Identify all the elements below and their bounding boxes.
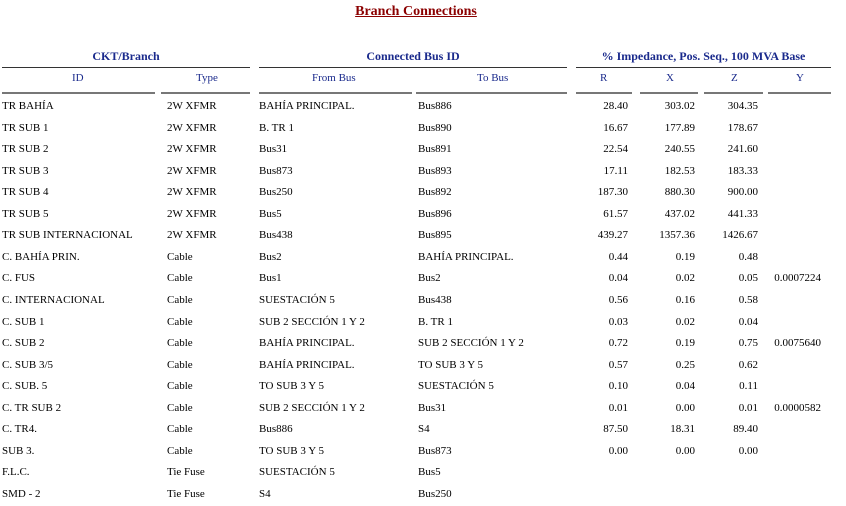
cell-from-bus: SUB 2 SECCIÓN 1 Y 2 bbox=[259, 316, 365, 328]
column-underline-z bbox=[704, 92, 763, 94]
cell-x: 0.02 bbox=[675, 316, 695, 328]
cell-to-bus: BAHÍA PRINCIPAL. bbox=[418, 251, 514, 263]
cell-from-bus: TO SUB 3 Y 5 bbox=[259, 445, 324, 457]
cell-r: 0.57 bbox=[608, 359, 628, 371]
cell-x: 182.53 bbox=[664, 165, 695, 177]
cell-from-bus: Bus31 bbox=[259, 143, 288, 155]
cell-to-bus: Bus891 bbox=[418, 143, 452, 155]
cell-z: 900.00 bbox=[727, 186, 758, 198]
cell-id: C. SUB. 5 bbox=[2, 380, 48, 392]
cell-from-bus: Bus886 bbox=[259, 423, 293, 435]
cell-to-bus: S4 bbox=[418, 423, 430, 435]
column-header-r: R bbox=[600, 72, 608, 84]
cell-id: C. BAHÍA PRIN. bbox=[2, 251, 80, 263]
cell-type: Cable bbox=[167, 316, 193, 328]
cell-id: SMD - 2 bbox=[2, 488, 41, 500]
cell-y: 0.0000582 bbox=[774, 402, 821, 414]
cell-id: TR SUB 3 bbox=[2, 165, 49, 177]
cell-x: 1357.36 bbox=[659, 229, 695, 241]
cell-x: 0.00 bbox=[675, 402, 695, 414]
cell-z: 304.35 bbox=[727, 100, 758, 112]
cell-z: 0.58 bbox=[738, 294, 758, 306]
cell-id: SUB 3. bbox=[2, 445, 35, 457]
cell-to-bus: TO SUB 3 Y 5 bbox=[418, 359, 483, 371]
cell-type: 2W XFMR bbox=[167, 143, 217, 155]
cell-r: 28.40 bbox=[603, 100, 628, 112]
cell-type: 2W XFMR bbox=[167, 186, 217, 198]
cell-to-bus: B. TR 1 bbox=[418, 316, 453, 328]
column-underline-x bbox=[640, 92, 698, 94]
cell-r: 439.27 bbox=[597, 229, 628, 241]
report-title: Branch Connections bbox=[355, 4, 477, 19]
cell-id: TR SUB INTERNACIONAL bbox=[2, 229, 133, 241]
cell-type: Cable bbox=[167, 294, 193, 306]
cell-z: 0.05 bbox=[738, 272, 758, 284]
cell-to-bus: Bus886 bbox=[418, 100, 452, 112]
column-underline-type bbox=[161, 92, 250, 94]
column-underline-id bbox=[2, 92, 155, 94]
cell-z: 0.00 bbox=[738, 445, 758, 457]
cell-id: TR SUB 2 bbox=[2, 143, 49, 155]
group-underline-bus bbox=[259, 67, 567, 68]
column-header-x: X bbox=[666, 72, 674, 84]
cell-type: Cable bbox=[167, 272, 193, 284]
group-header-ckt-branch: CKT/Branch bbox=[92, 49, 160, 63]
cell-z: 0.04 bbox=[738, 316, 758, 328]
cell-type: Tie Fuse bbox=[167, 466, 205, 478]
cell-from-bus: Bus250 bbox=[259, 186, 293, 198]
cell-z: 183.33 bbox=[727, 165, 758, 177]
cell-from-bus: B. TR 1 bbox=[259, 122, 294, 134]
cell-z: 241.60 bbox=[727, 143, 758, 155]
cell-to-bus: Bus31 bbox=[418, 402, 447, 414]
column-header-z: Z bbox=[731, 72, 738, 84]
cell-to-bus: Bus896 bbox=[418, 208, 452, 220]
column-underline-r bbox=[576, 92, 632, 94]
cell-to-bus: Bus250 bbox=[418, 488, 452, 500]
cell-x: 303.02 bbox=[664, 100, 695, 112]
cell-from-bus: Bus438 bbox=[259, 229, 293, 241]
cell-to-bus: Bus438 bbox=[418, 294, 452, 306]
cell-z: 0.11 bbox=[739, 380, 758, 392]
cell-r: 0.10 bbox=[608, 380, 628, 392]
cell-r: 0.72 bbox=[608, 337, 628, 349]
cell-to-bus: Bus890 bbox=[418, 122, 452, 134]
cell-type: Tie Fuse bbox=[167, 488, 205, 500]
cell-from-bus: Bus1 bbox=[259, 272, 282, 284]
column-underline-from-bus bbox=[259, 92, 412, 94]
cell-r: 0.00 bbox=[608, 445, 628, 457]
cell-r: 61.57 bbox=[603, 208, 628, 220]
cell-id: C. INTERNACIONAL bbox=[2, 294, 105, 306]
cell-type: Cable bbox=[167, 423, 193, 435]
cell-from-bus: Bus873 bbox=[259, 165, 293, 177]
cell-r: 22.54 bbox=[603, 143, 628, 155]
cell-x: 0.02 bbox=[675, 272, 695, 284]
column-underline-to-bus bbox=[416, 92, 567, 94]
group-underline-ckt bbox=[2, 67, 250, 68]
cell-x: 437.02 bbox=[664, 208, 695, 220]
cell-x: 0.19 bbox=[675, 251, 695, 263]
cell-x: 0.25 bbox=[675, 359, 695, 371]
cell-to-bus: Bus2 bbox=[418, 272, 441, 284]
cell-x: 0.16 bbox=[675, 294, 695, 306]
column-header-id: ID bbox=[72, 72, 84, 84]
cell-to-bus: Bus893 bbox=[418, 165, 452, 177]
cell-id: TR SUB 4 bbox=[2, 186, 49, 198]
column-underline-y bbox=[768, 92, 831, 94]
cell-x: 0.19 bbox=[675, 337, 695, 349]
cell-from-bus: BAHÍA PRINCIPAL. bbox=[259, 337, 355, 349]
cell-x: 0.00 bbox=[675, 445, 695, 457]
cell-type: 2W XFMR bbox=[167, 122, 217, 134]
cell-id: C. SUB 1 bbox=[2, 316, 45, 328]
cell-type: 2W XFMR bbox=[167, 165, 217, 177]
cell-x: 0.04 bbox=[675, 380, 695, 392]
cell-z: 178.67 bbox=[727, 122, 758, 134]
cell-r: 0.04 bbox=[608, 272, 628, 284]
column-header-from-bus: From Bus bbox=[312, 72, 356, 84]
cell-id: TR SUB 1 bbox=[2, 122, 49, 134]
cell-r: 87.50 bbox=[603, 423, 628, 435]
cell-z: 0.62 bbox=[738, 359, 758, 371]
column-header-type: Type bbox=[196, 72, 218, 84]
cell-from-bus: SUB 2 SECCIÓN 1 Y 2 bbox=[259, 402, 365, 414]
cell-r: 17.11 bbox=[603, 165, 628, 177]
cell-x: 240.55 bbox=[664, 143, 695, 155]
cell-x: 880.30 bbox=[664, 186, 695, 198]
cell-to-bus: Bus873 bbox=[418, 445, 452, 457]
cell-id: C. TR4. bbox=[2, 423, 37, 435]
cell-type: 2W XFMR bbox=[167, 208, 217, 220]
cell-type: 2W XFMR bbox=[167, 229, 217, 241]
cell-x: 177.89 bbox=[664, 122, 695, 134]
column-header-to-bus: To Bus bbox=[477, 72, 509, 84]
cell-from-bus: SUESTACIÓN 5 bbox=[259, 294, 335, 306]
cell-to-bus: SUESTACIÓN 5 bbox=[418, 380, 494, 392]
cell-id: C. SUB 3/5 bbox=[2, 359, 54, 371]
cell-z: 0.48 bbox=[738, 251, 758, 263]
cell-from-bus: SUESTACIÓN 5 bbox=[259, 466, 335, 478]
column-header-y: Y bbox=[796, 72, 804, 84]
cell-r: 0.56 bbox=[608, 294, 628, 306]
cell-from-bus: TO SUB 3 Y 5 bbox=[259, 380, 324, 392]
cell-type: Cable bbox=[167, 337, 193, 349]
cell-id: TR BAHÍA bbox=[2, 100, 54, 112]
cell-type: Cable bbox=[167, 380, 193, 392]
cell-z: 89.40 bbox=[733, 423, 758, 435]
cell-from-bus: BAHÍA PRINCIPAL. bbox=[259, 100, 355, 112]
group-underline-imp bbox=[576, 67, 831, 68]
cell-id: TR SUB 5 bbox=[2, 208, 49, 220]
cell-id: C. FUS bbox=[2, 272, 36, 284]
cell-type: Cable bbox=[167, 445, 193, 457]
cell-z: 0.01 bbox=[738, 402, 758, 414]
cell-z: 0.75 bbox=[738, 337, 758, 349]
cell-r: 0.03 bbox=[608, 316, 628, 328]
cell-type: Cable bbox=[167, 402, 193, 414]
cell-r: 187.30 bbox=[597, 186, 628, 198]
cell-r: 16.67 bbox=[603, 122, 628, 134]
cell-type: Cable bbox=[167, 251, 193, 263]
cell-to-bus: SUB 2 SECCIÓN 1 Y 2 bbox=[418, 337, 524, 349]
cell-id: F.L.C. bbox=[2, 466, 30, 478]
cell-y: 0.0075640 bbox=[774, 337, 821, 349]
group-header-impedance: % Impedance, Pos. Seq., 100 MVA Base bbox=[601, 49, 806, 63]
cell-type: Cable bbox=[167, 359, 193, 371]
group-header-connected-bus: Connected Bus ID bbox=[366, 49, 460, 63]
cell-y: 0.0007224 bbox=[774, 272, 821, 284]
cell-z: 1426.67 bbox=[722, 229, 758, 241]
cell-from-bus: Bus2 bbox=[259, 251, 282, 263]
cell-from-bus: BAHÍA PRINCIPAL. bbox=[259, 359, 355, 371]
cell-from-bus: S4 bbox=[259, 488, 271, 500]
cell-id: C. SUB 2 bbox=[2, 337, 45, 349]
cell-id: C. TR SUB 2 bbox=[2, 402, 62, 414]
cell-z: 441.33 bbox=[727, 208, 758, 220]
cell-to-bus: Bus895 bbox=[418, 229, 452, 241]
cell-r: 0.44 bbox=[608, 251, 628, 263]
cell-to-bus: Bus892 bbox=[418, 186, 452, 198]
cell-r: 0.01 bbox=[608, 402, 628, 414]
cell-from-bus: Bus5 bbox=[259, 208, 282, 220]
cell-type: 2W XFMR bbox=[167, 100, 217, 112]
cell-to-bus: Bus5 bbox=[418, 466, 441, 478]
cell-x: 18.31 bbox=[670, 423, 695, 435]
